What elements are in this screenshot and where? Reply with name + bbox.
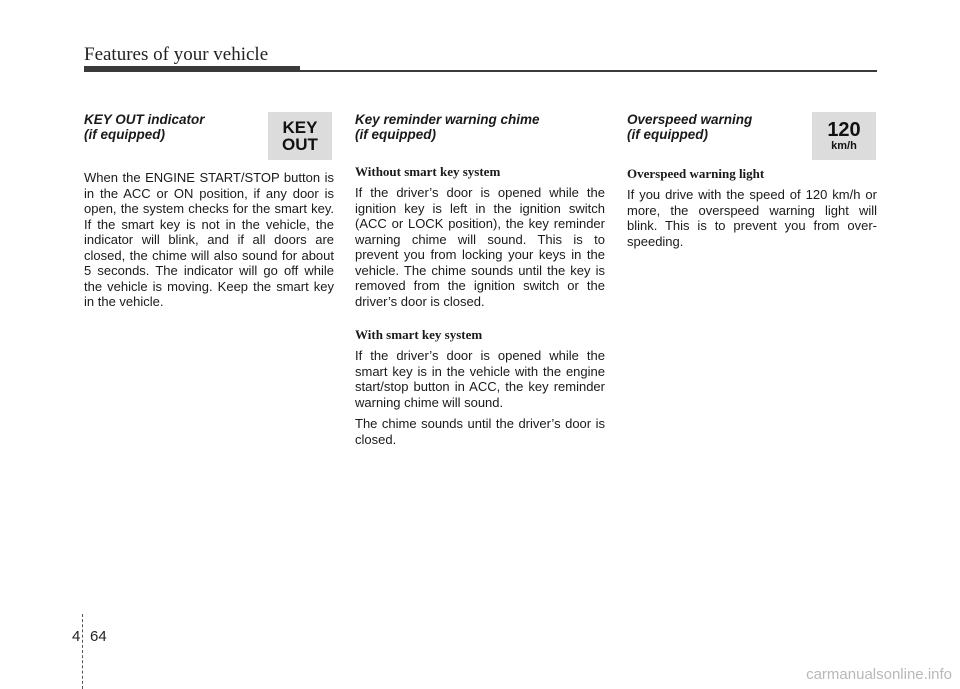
key-out-icon-line1: KEY [282,118,318,137]
key-reminder-heading [355,112,605,142]
section-overspeed [627,108,877,255]
key-reminder-heading-line1: Key reminder warning chime [355,112,540,127]
key-reminder-paragraph-1: If the driver’s door is opened while the ignition key is left in the ignition switch (ACC or LOCK position), the key reminder warning chime will sound. This is to prevent you from locking your keys in the vehicle. The chime sounds until the key is removed from the ignition switch or the driver’s door is closed. [355,185,605,309]
key-reminder-subheading-without: Without smart key system [355,164,501,179]
overspeed-heading-line1: Overspeed warning [627,112,753,127]
page-number: 64 [90,628,107,645]
header-rule-thin [300,70,877,72]
section-key-out [84,108,334,316]
overspeed-subheading: Overspeed warning light [627,166,765,181]
key-out-paragraph: When the ENGINE START/STOP button is in the ACC or ON position, if any door is open, the system checks for the smart key. If the smart key is not in the vehicle, the indicator will blink, and if all doors are closed, the chime will also sound for about 5 seconds. The indicator will go off while the vehicle is moving. Keep the smart key in the vehicle. [84,170,334,309]
watermark: carmanualsonline.info [806,666,952,683]
key-reminder-paragraph-2: If the driver’s door is opened while the smart key is in the vehicle with the engine start/stop button in ACC, the key reminder warning chime will sound. [355,348,605,410]
overspeed-heading-line2: (if equipped) [627,127,708,142]
overspeed-paragraph: If you drive with the speed of 120 km/h or more, the overspeed warning light will blink. This is to prevent you from over-speeding. [627,187,877,249]
chapter-number: 4 [72,628,81,645]
key-out-heading-line1: KEY OUT indicator [84,112,205,127]
key-out-heading-line2: (if equipped) [84,127,165,142]
key-reminder-heading-line2: (if equipped) [355,127,436,142]
header-rule-thick [84,66,300,72]
key-out-icon-line2: OUT [282,135,318,154]
key-out-heading [84,112,334,142]
overspeed-heading [627,112,877,142]
key-reminder-paragraph-3: The chime sounds until the driver’s door is closed. [355,416,605,447]
overspeed-icon-speed: 120 [827,119,861,141]
footer-divider [82,614,83,689]
overspeed-icon-unit: km/h [831,140,857,152]
page-header-title: Features of your vehicle [84,44,269,65]
section-key-reminder [355,108,605,453]
key-reminder-subheading-with: With smart key system [355,327,483,342]
